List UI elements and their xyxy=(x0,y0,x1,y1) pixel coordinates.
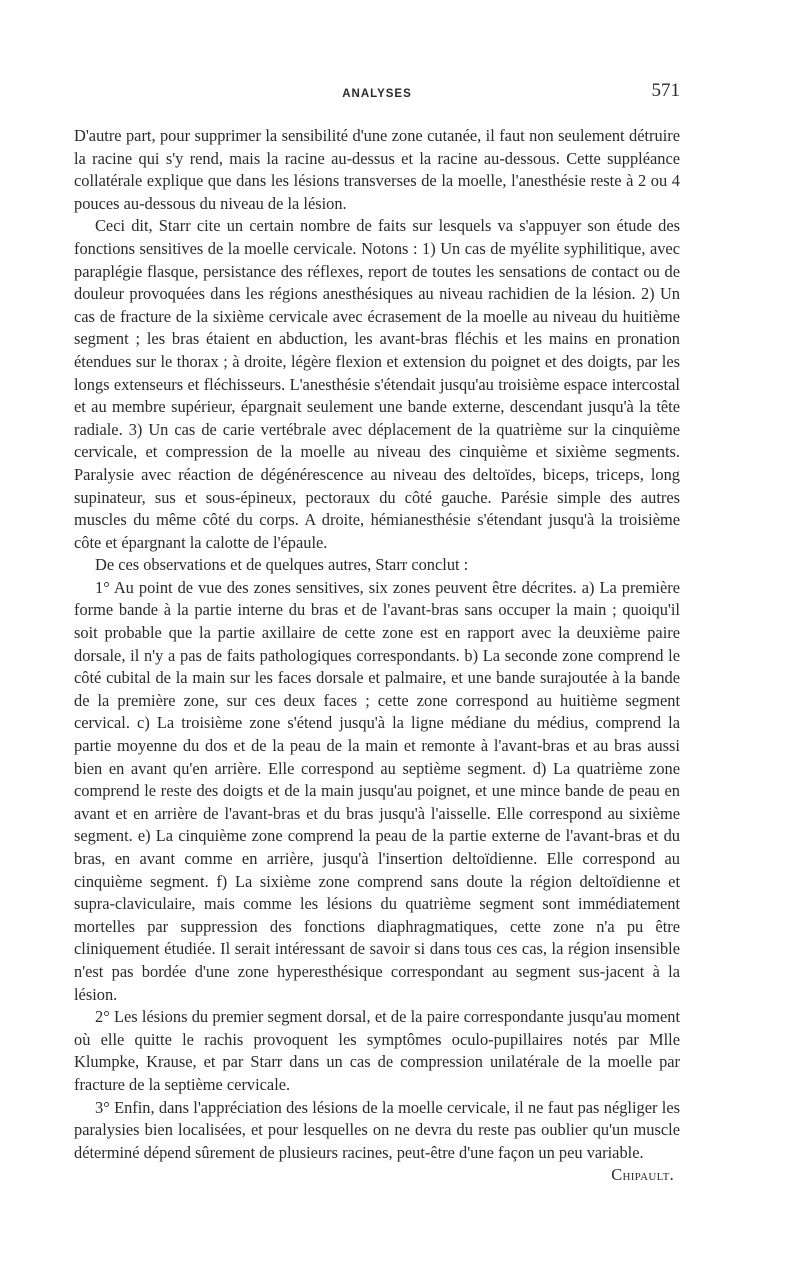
author-signature: Chipault. xyxy=(611,1165,674,1185)
section-title: ANALYSES xyxy=(342,88,412,100)
paragraph-starr-cases: Ceci dit, Starr cite un certain nombre de faits sur lesquels va s'appuyer son étude des fonctions sensitives de la moelle cervicale. Notons : 1) Un cas de myélite syphilitique, avec paraplégie flasque, persistance des réflexes, report de toutes les sensations de contact ou de douleur provoquées dans les régions anesthésiques au niveau rachidien de la lésion. 2) Un cas de fracture de la sixième cervicale avec écrasement de la moelle au niveau du huitième segment ; les bras étaient en abduction, les avant-bras fléchis et les mains en pronation étendues sur le thorax ; à droite, légère flexion et extension du poignet et des doigts, par les longs extenseurs et fléchisseurs. L'anesthésie s'étendait jusqu'au troisième espace intercostal et au membre supérieur, épargnait seulement une bande externe, descendant jusqu'à la tête radiale. 3) Un cas de carie vertébrale avec déplacement de la quatrième sur la cinquième cervicale, et compression de la moelle au niveau des cinquième et sixième segments. Paralysie avec réaction de dégénérescence au niveau des deltoïdes, biceps, triceps, long supinateur, sus et sous-épineux, pectoraux du côté gauche. Parésie simple des autres muscles du même côté du corps. A droite, hémianesthésie s'étendant jusqu'à la troisième côte et épargnant la calotte de l'épaule. xyxy=(74,216,680,552)
page-number: 571 xyxy=(651,80,680,101)
article-body xyxy=(74,125,680,1185)
closing-text: 3° Enfin, dans l'appréciation des lésions de la moelle cervicale, il ne faut pas négliger les paralysies bien localisées, et pour lesquelles on ne devra du reste pas oublier qu'un muscle déterminé dépend sûrement de plusieurs racines, peut-être d'une façon un peu variable. xyxy=(74,1097,680,1162)
paragraph-sensibility: D'autre part, pour supprimer la sensibilité d'une zone cutanée, il faut non seulement détruire la racine qui s'y rend, mais la racine au-dessus et la racine au-dessous. Cette suppléance collatérale explique que dans les lésions transverses de la moelle, l'anesthésie reste à 2 ou 4 pouces au-dessous du niveau de la lésion. xyxy=(74,126,680,213)
paragraph-sensory-zones: 1° Au point de vue des zones sensitives, six zones peuvent être décrites. a) La première forme bande à la partie interne du bras et de l'avant-bras sans occuper la main ; quoiqu'il soit probable que la partie axillaire de cette zone est en rapport avec la deuxième paire dorsale, il n'y a pas de faits pathologiques correspondants. b) La seconde zone comprend le côté cubital de la main sur les faces dorsale et palmaire, et une bande surajoutée à la bande de la première zone, sur ces deux faces ; cette zone correspond au huitième segment cervical. c) La troisième zone s'étend jusqu'à la ligne médiane du médius, comprend la partie moyenne du dos et de la peau de la main et remonte à l'avant-bras et au bras aussi bien en avant qu'en arrière. Elle correspond au septième segment. d) La quatrième zone comprend le reste des doigts et de la main jusqu'au poignet, et une mince bande de peau en avant et en arrière de l'avant-bras et du bras jusqu'à l'aisselle. Elle correspond au sixième segment. e) La cinquième zone comprend la peau de la partie externe de l'avant-bras et du bras, en avant comme en arrière, jusqu'à l'insertion deltoïdienne. Elle correspond au cinquième segment. f) La sixième zone comprend sans doute la région deltoïdienne et supra-claviculaire, mais comme les lésions du quatrième segment sont immédiatement mortelles par suppression des fonctions diaphragmatiques, cette zone n'a pu être cliniquement étudiée. Il serait intéressant de savoir si dans tous ces cas, la région insensible n'est pas bordée d'une zone hyperesthésique correspondant au segment sus-jacent à la lésion. xyxy=(74,577,680,1004)
closing-paragraph xyxy=(74,1097,680,1185)
paragraph-first-dorsal: 2° Les lésions du premier segment dorsal, et de la paire correspondante jusqu'au moment où elle quitte le rachis provoquent les symptômes oculo-pupillaires notés par Mlle Klumpke, Krause, et par Starr dans un cas de compression unilatérale de la moelle par fracture de la septième cervicale. xyxy=(74,1007,680,1094)
journal-page xyxy=(74,78,680,1187)
running-head xyxy=(74,78,680,108)
paragraph-conclusion-intro: De ces observations et de quelques autres, Starr conclut : xyxy=(95,555,469,575)
